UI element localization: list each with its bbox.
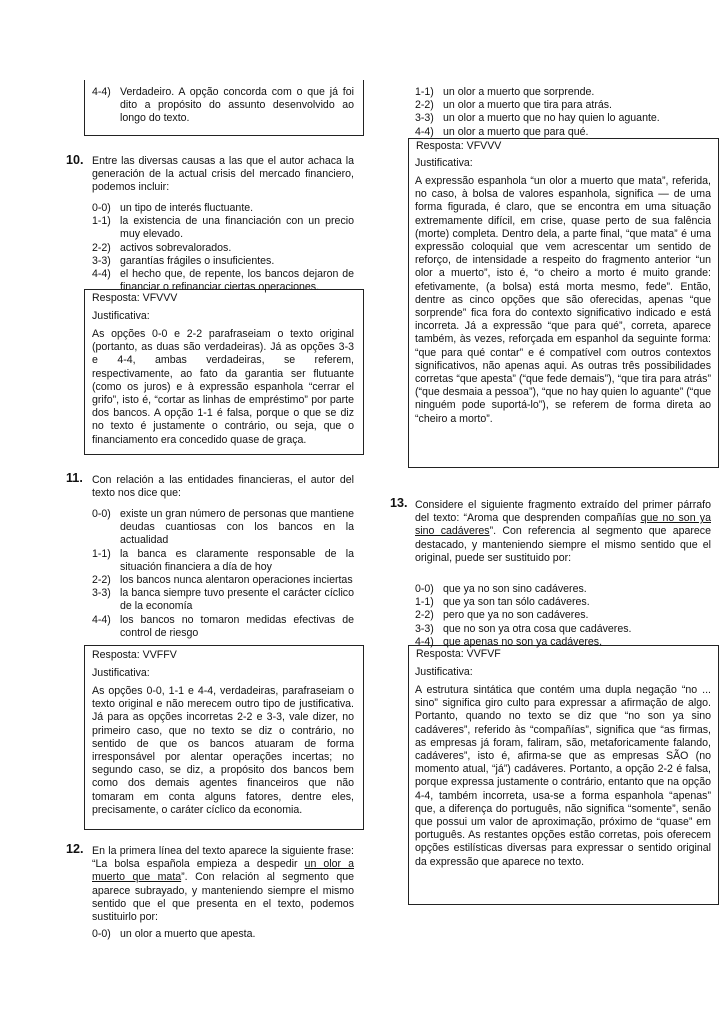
option: 2-2) un olor a muerto que tira para atrás.	[415, 99, 613, 112]
question-13-stem: Considere el siguiente fragmento extraído del primer párrafo del texto: “Aroma que desprenden compañías que no son ya sino cadáveres”. Con referencia al segmento que aparece destacado, y manteniendo siempre el mismo sentido que el original, puede ser sustituido por:	[415, 499, 711, 564]
q13-justification-text: A estrutura sintática que contém uma dupla negação “no ... sino” significa giro culto para expressar a afirmação de algo. Portanto, quando no texto se diz que “no son ya sino cadáveres”, referido às “compañías”, significa que “as firmas, as empresas já foram, faliram, são, metaforicamente falando, cadáveres”, isto é, afirma-se que as empresas SÃO (no momento atual, “já”) cadáveres. Portanto, a opção 2-2 é falsa, porque expressa justamente o contrário, entanto que na opção 4-4, também incorreta, usa-se a forma espanhola “apenas” que, a diferença do português, não significa “somente”, senão que possui um valor de aproximação, próximo de “quase” em português. As restantes opções estão corretas, pois oferecem opções estilísticas diversas para expressar o sentido original da expressão que aparece no texto.	[415, 684, 711, 868]
question-10-stem: Entre las diversas causas a las que el autor achaca la generación de la actual crisis del mercado financiero, podemos incluir:	[92, 155, 354, 194]
highlighted-segment: que no son ya sino cadáveres	[415, 512, 711, 538]
option: 1-1) un olor a muerto que sorprende.	[415, 86, 595, 98]
q11-answer: Resposta: VVFFV	[92, 649, 177, 661]
option: 2-2) pero que ya no son cadáveres.	[415, 609, 589, 622]
option: 4-4) que apenas no son ya cadáveres.	[415, 635, 603, 648]
option: 3-3) garantías frágiles o insuficientes.	[92, 254, 275, 267]
option: 1-1) la existencia de una financiación con un precio muy elevado.	[92, 215, 354, 241]
q11-justification-text: As opções 0-0, 1-1 e 4-4, verdadeiras, parafraseiam o texto original e não merecem outro tipo de justificativa. Já para as opções incorretas 2-2 e 3-3, vale dizer, no primeiro caso, que no texto se diz o contrário, no sentido de que os bancos atuaram de forma irresponsável por alentar operações incertas; no segundo caso, se diz, a propósito dos bancos bem como dos demais agentes financeiros que não tomaram em conta alguns fatores, dentre eles, precisamente, o caráter cíclico da economia.	[92, 685, 354, 816]
option: 4-4) el hecho que, de repente, los bancos dejaron de financiar o refinanciar ciertas operaciones.	[92, 268, 354, 294]
option: 0-0) que ya no son sino cadáveres.	[415, 583, 587, 595]
q13-justification-label: Justificativa:	[415, 666, 473, 678]
option: 4-4) los bancos no tomaron medidas efectivas de control de riesgo	[92, 613, 354, 639]
option: 2-2) activos sobrevalorados.	[92, 241, 232, 254]
question-11-stem: Con relación a las entidades financieras, el autor del texto nos dice que:	[92, 474, 354, 500]
option: 1-1) que ya son tan sólo cadáveres.	[415, 596, 590, 609]
option: 2-2) los bancos nunca alentaron operaciones inciertas	[92, 574, 353, 587]
question-number-11: 11.	[66, 471, 83, 485]
q13-answer: Resposta: VVFVF	[416, 648, 501, 660]
underlined-segment: un olor a muerto que mata	[92, 858, 354, 884]
q12-justification-text: A expressão espanhola “un olor a muerto que mata”, referida, no caso, à bolsa de valores espanhola, significa — de uma forma figurada, é claro, que se encontra em uma situação extremamente difícil, em crise, quase perto de sua falência (morte) completa. Dentro dela, a parte final, “que mata” é uma expressão coloquial que vem acrescentar um sentido de reforço, de intensidade a respeito do fragmento anterior “un olor a muerto”, isto é, “o cheiro a morto é muito grande: efetivamente, (a bolsa) está morta mesmo, fede”. Então, dentre as cinco opções que são oferecidas, apenas “que sorprende” fica fora do contexto significativo indicado e está incorreta. Já a expressão “que para qué”, correta, aparece também, às vezes, reforçada em espanhol da seguinte forma: “que para qué contar” e é compatível com outros contextos significativos, não apenas aqui. As outras três possibilidades corretas “que apesta” (“que fede demais”), “que tira para atrás” (“que desmaia a pessoa”), “que no hay quien lo aguante” (“que ninguém pode suportá-lo”), se referem de forma direta ao “cheiro a morto”.	[415, 175, 711, 425]
question-number-10: 10.	[66, 153, 84, 167]
question-10-options	[92, 202, 354, 294]
q12-justification-label: Justificativa:	[415, 157, 473, 169]
option: 3-3) un olor a muerto que no hay quien lo aguante.	[415, 112, 660, 125]
option-text: Verdadeiro. A opção concorda com o que já foi dito a propósito do assunto desenvolvido ao longo do texto.	[120, 86, 354, 125]
q10-justification-label: Justificativa:	[92, 310, 150, 322]
option: 0-0) existe un gran número de personas que mantiene deudas cuantiosas con los bancos en la actualidad	[92, 508, 354, 547]
option: 1-1) la banca es claramente responsable de la situación financiera a día de hoy	[92, 547, 354, 573]
question-12-stem: En la primera línea del texto aparece la siguiente frase: “La bolsa española empieza a despedir un olor a muerto que mata”. Con relación al segmento que aparece subrayado, y manteniendo siempre el mismo sentido que el que presenta en el texto, podemos sustituirlo por:	[92, 845, 354, 924]
option: 3-3) la banca siempre tuvo presente el carácter cíclico de la economía	[92, 587, 354, 613]
question-number-13: 13.	[390, 496, 408, 510]
question-11-options	[92, 508, 354, 640]
q10-answer: Resposta: VFVVV	[92, 292, 178, 304]
question-number-12: 12.	[66, 842, 84, 856]
q11-justification-label: Justificativa:	[92, 667, 150, 679]
option: 0-0) un olor a muerto que apesta.	[92, 928, 256, 940]
option: 3-3) que no son ya otra cosa que cadáveres.	[415, 622, 632, 635]
question-12-options-cont	[415, 86, 711, 139]
option-code: 4-4)	[92, 86, 111, 98]
question-13-options	[415, 583, 711, 649]
option: 0-0) un tipo de interés fluctuante.	[92, 202, 254, 214]
question-12-options	[92, 928, 354, 941]
option: 4-4) un olor a muerto que para qué.	[415, 125, 589, 138]
q10-justification-text: As opções 0-0 e 2-2 parafraseiam o texto original (portanto, as duas são verdadeiras). Já as opções 3-3 e 4-4, ambas verdadeiras, se referem, respectivamente, ao fato da garantia ser flutuante (como os juros) e à expressão espanhola “cerrar el grifo”, isto é, “cortar as linhas de empréstimo” por parte dos bancos. A opção 1-1 é falsa, porque o que se diz no texto é justamente o contrário, ou seja, que o financiamento era concedido quase de graça.	[92, 328, 354, 446]
q9-option-4	[92, 86, 354, 126]
q12-answer: Resposta: VFVVV	[416, 140, 502, 152]
